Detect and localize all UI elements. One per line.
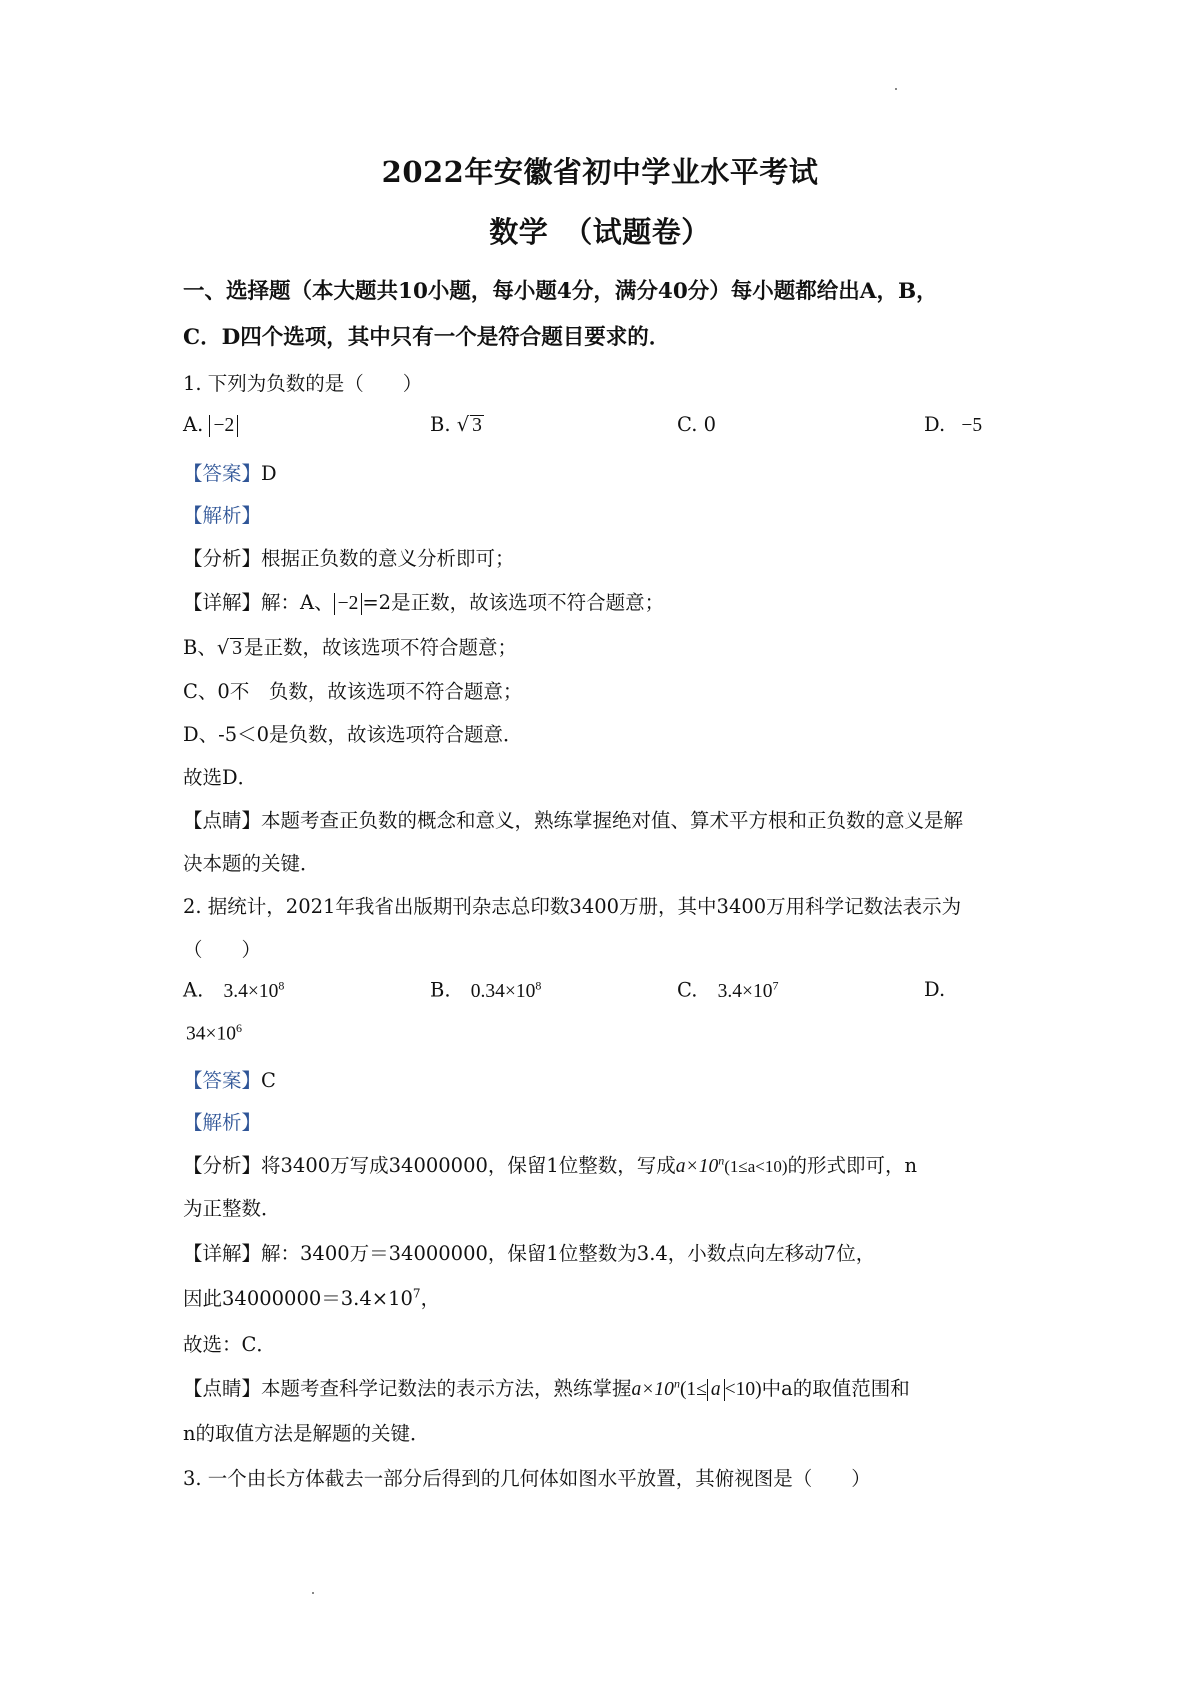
q2-answer-value: C bbox=[261, 1069, 276, 1092]
q1-choose: 故选D． bbox=[183, 766, 258, 789]
q2-option-c-exp: 7 bbox=[772, 978, 779, 992]
q1-analysis-tag: 【解析】 bbox=[183, 504, 262, 527]
section-heading-line1: 一、选择题（本大题共10小题，每小题4分，满分40分）每小题都给出A，B， bbox=[183, 279, 938, 304]
q2-option-b-value bbox=[470, 978, 542, 1002]
q2-option-b-label: B. bbox=[430, 978, 451, 1002]
q2-answer bbox=[183, 1065, 276, 1093]
q2-fenxi-1b: 的形式即可，n bbox=[787, 1154, 918, 1177]
q1-option-d bbox=[924, 413, 982, 437]
q2-option-d-label: D. bbox=[924, 978, 946, 1001]
scan-dot-bottom bbox=[312, 1592, 314, 1594]
q1-detail-abs: −2 bbox=[334, 593, 363, 615]
q2-option-d-base: 34×10 bbox=[186, 1023, 236, 1045]
q2-fenxi-formula-exp: n bbox=[718, 1153, 725, 1168]
q2-option-d-value bbox=[186, 1021, 242, 1046]
q2-option-b-exp: 8 bbox=[535, 978, 542, 992]
q2-option-c-label: C. bbox=[677, 978, 698, 1002]
q2-fenxi-1 bbox=[183, 1150, 917, 1178]
q2-choose: 故选：C． bbox=[183, 1333, 276, 1356]
q1-stem: 1. 下列为负数的是（ ） bbox=[183, 372, 423, 395]
q2-dianjing-1a: 【点睛】本题考查科学记数法的表示方法，熟练掌握 bbox=[183, 1377, 632, 1400]
q2-therefore-a: 因此34000000＝3.4×10 bbox=[183, 1287, 413, 1310]
q2-fenxi-formula-range: (1≤a<10) bbox=[724, 1157, 788, 1176]
q2-option-c-value bbox=[717, 978, 779, 1002]
q2-therefore-b: ， bbox=[420, 1287, 441, 1310]
q2-option-d-exp: 6 bbox=[236, 1021, 242, 1035]
q1-dianjing-2: 决本题的关键． bbox=[183, 852, 320, 875]
q2-dianjing-1 bbox=[183, 1373, 910, 1401]
q2-dianjing-abs bbox=[707, 1379, 725, 1401]
scan-dot-top bbox=[895, 88, 897, 90]
q2-dianjing-1b: 中a的取值范围和 bbox=[761, 1377, 910, 1400]
q2-option-a-base: 3.4×10 bbox=[223, 980, 279, 1002]
q2-option-a bbox=[183, 978, 284, 1003]
q2-stem-2: （ ） bbox=[183, 938, 262, 961]
q1-option-b-radicand: 3 bbox=[472, 415, 482, 436]
q1-option-b-label: B. bbox=[430, 413, 451, 436]
q2-option-a-label: A. bbox=[183, 978, 204, 1002]
q2-option-b bbox=[430, 978, 541, 1003]
q2-dianjing-range-start: (1≤ bbox=[679, 1379, 707, 1400]
q1-option-a-value: −2 bbox=[209, 415, 238, 437]
q1-detail-prefix: 【详解】解：A、 bbox=[183, 591, 334, 614]
q2-option-b-base: 0.34×10 bbox=[470, 980, 536, 1002]
q2-dianjing-2: n的取值方法是解题的关键． bbox=[183, 1422, 430, 1445]
q2-option-c bbox=[677, 978, 779, 1003]
q2-option-a-exp: 8 bbox=[278, 978, 285, 992]
q1-line-b-suffix: 是正数，故该选项不符合题意； bbox=[244, 636, 518, 659]
q2-detail: 【详解】解：3400万＝34000000，保留1位整数为3.4，小数点向左移动7位， bbox=[183, 1242, 876, 1265]
answer-tag: 【答案】 bbox=[183, 462, 262, 485]
q2-dianjing-formula-exp: n bbox=[673, 1376, 680, 1391]
q2-fenxi-2: 为正整数． bbox=[183, 1197, 281, 1220]
q2-option-a-value bbox=[223, 978, 285, 1002]
q1-option-b bbox=[430, 413, 484, 436]
q2-option-c-base: 3.4×10 bbox=[717, 980, 773, 1002]
q1-line-c: C、0不 负数，故该选项不符合题意； bbox=[183, 680, 523, 703]
section-heading-line2: C．D四个选项，其中只有一个是符合题目要求的． bbox=[183, 325, 671, 350]
q1-option-a-label: A. bbox=[183, 413, 204, 436]
q1-dianjing-1: 【点睛】本题考查正负数的概念和意义，熟练掌握绝对值、算术平方根和正负数的意义是解 bbox=[183, 809, 964, 832]
q2-dianjing-range-end: <10) bbox=[724, 1379, 762, 1400]
q2-analysis-tag: 【解析】 bbox=[183, 1111, 262, 1134]
q1-line-b-prefix: B、 bbox=[183, 636, 217, 659]
answer-tag: 【答案】 bbox=[183, 1069, 262, 1092]
q1-answer-value: D bbox=[261, 462, 277, 485]
q1-option-d-label: D. bbox=[924, 413, 946, 436]
q1-fenxi: 【分析】根据正负数的意义分析即可； bbox=[183, 547, 515, 570]
q3-stem: 3. 一个由长方体截去一部分后得到的几何体如图水平放置，其俯视图是（ ） bbox=[183, 1467, 871, 1490]
q1-line-d: D、-5＜0是负数，故该选项符合题意． bbox=[183, 723, 523, 746]
q2-therefore bbox=[183, 1283, 440, 1311]
q2-dianjing-formula-base: a×10 bbox=[631, 1379, 674, 1400]
q1-detail bbox=[183, 587, 664, 615]
radical-sign: √ bbox=[216, 636, 230, 659]
q1-answer bbox=[183, 458, 277, 486]
exam-title: 2022年安徽省初中学业水平考试 bbox=[381, 155, 819, 189]
q1-option-d-value: −5 bbox=[961, 415, 983, 436]
q1-line-b-radicand: 3 bbox=[232, 638, 243, 659]
q2-dianjing-formula bbox=[631, 1376, 762, 1400]
exam-subtitle: 数学 （试题卷） bbox=[489, 215, 711, 249]
q1-line-b bbox=[183, 632, 517, 660]
q1-option-c: C. 0 bbox=[677, 413, 717, 436]
q1-option-a bbox=[183, 413, 238, 437]
q2-fenxi-formula bbox=[675, 1153, 788, 1177]
q2-dianjing-abs-var: a bbox=[710, 1379, 721, 1400]
radical-sign: √ bbox=[456, 413, 470, 436]
q1-detail-suffix: =2是正数，故该选项不符合题意； bbox=[362, 591, 665, 614]
q2-therefore-exp: 7 bbox=[412, 1286, 421, 1301]
q2-fenxi-1a: 【分析】将3400万写成34000000，保留1位整数，写成 bbox=[183, 1154, 676, 1177]
q2-stem-1: 2. 据统计，2021年我省出版期刊杂志总印数3400万册，其中3400万用科学记数法表示为 bbox=[183, 895, 962, 918]
q2-fenxi-formula-base: a×10 bbox=[675, 1156, 719, 1177]
